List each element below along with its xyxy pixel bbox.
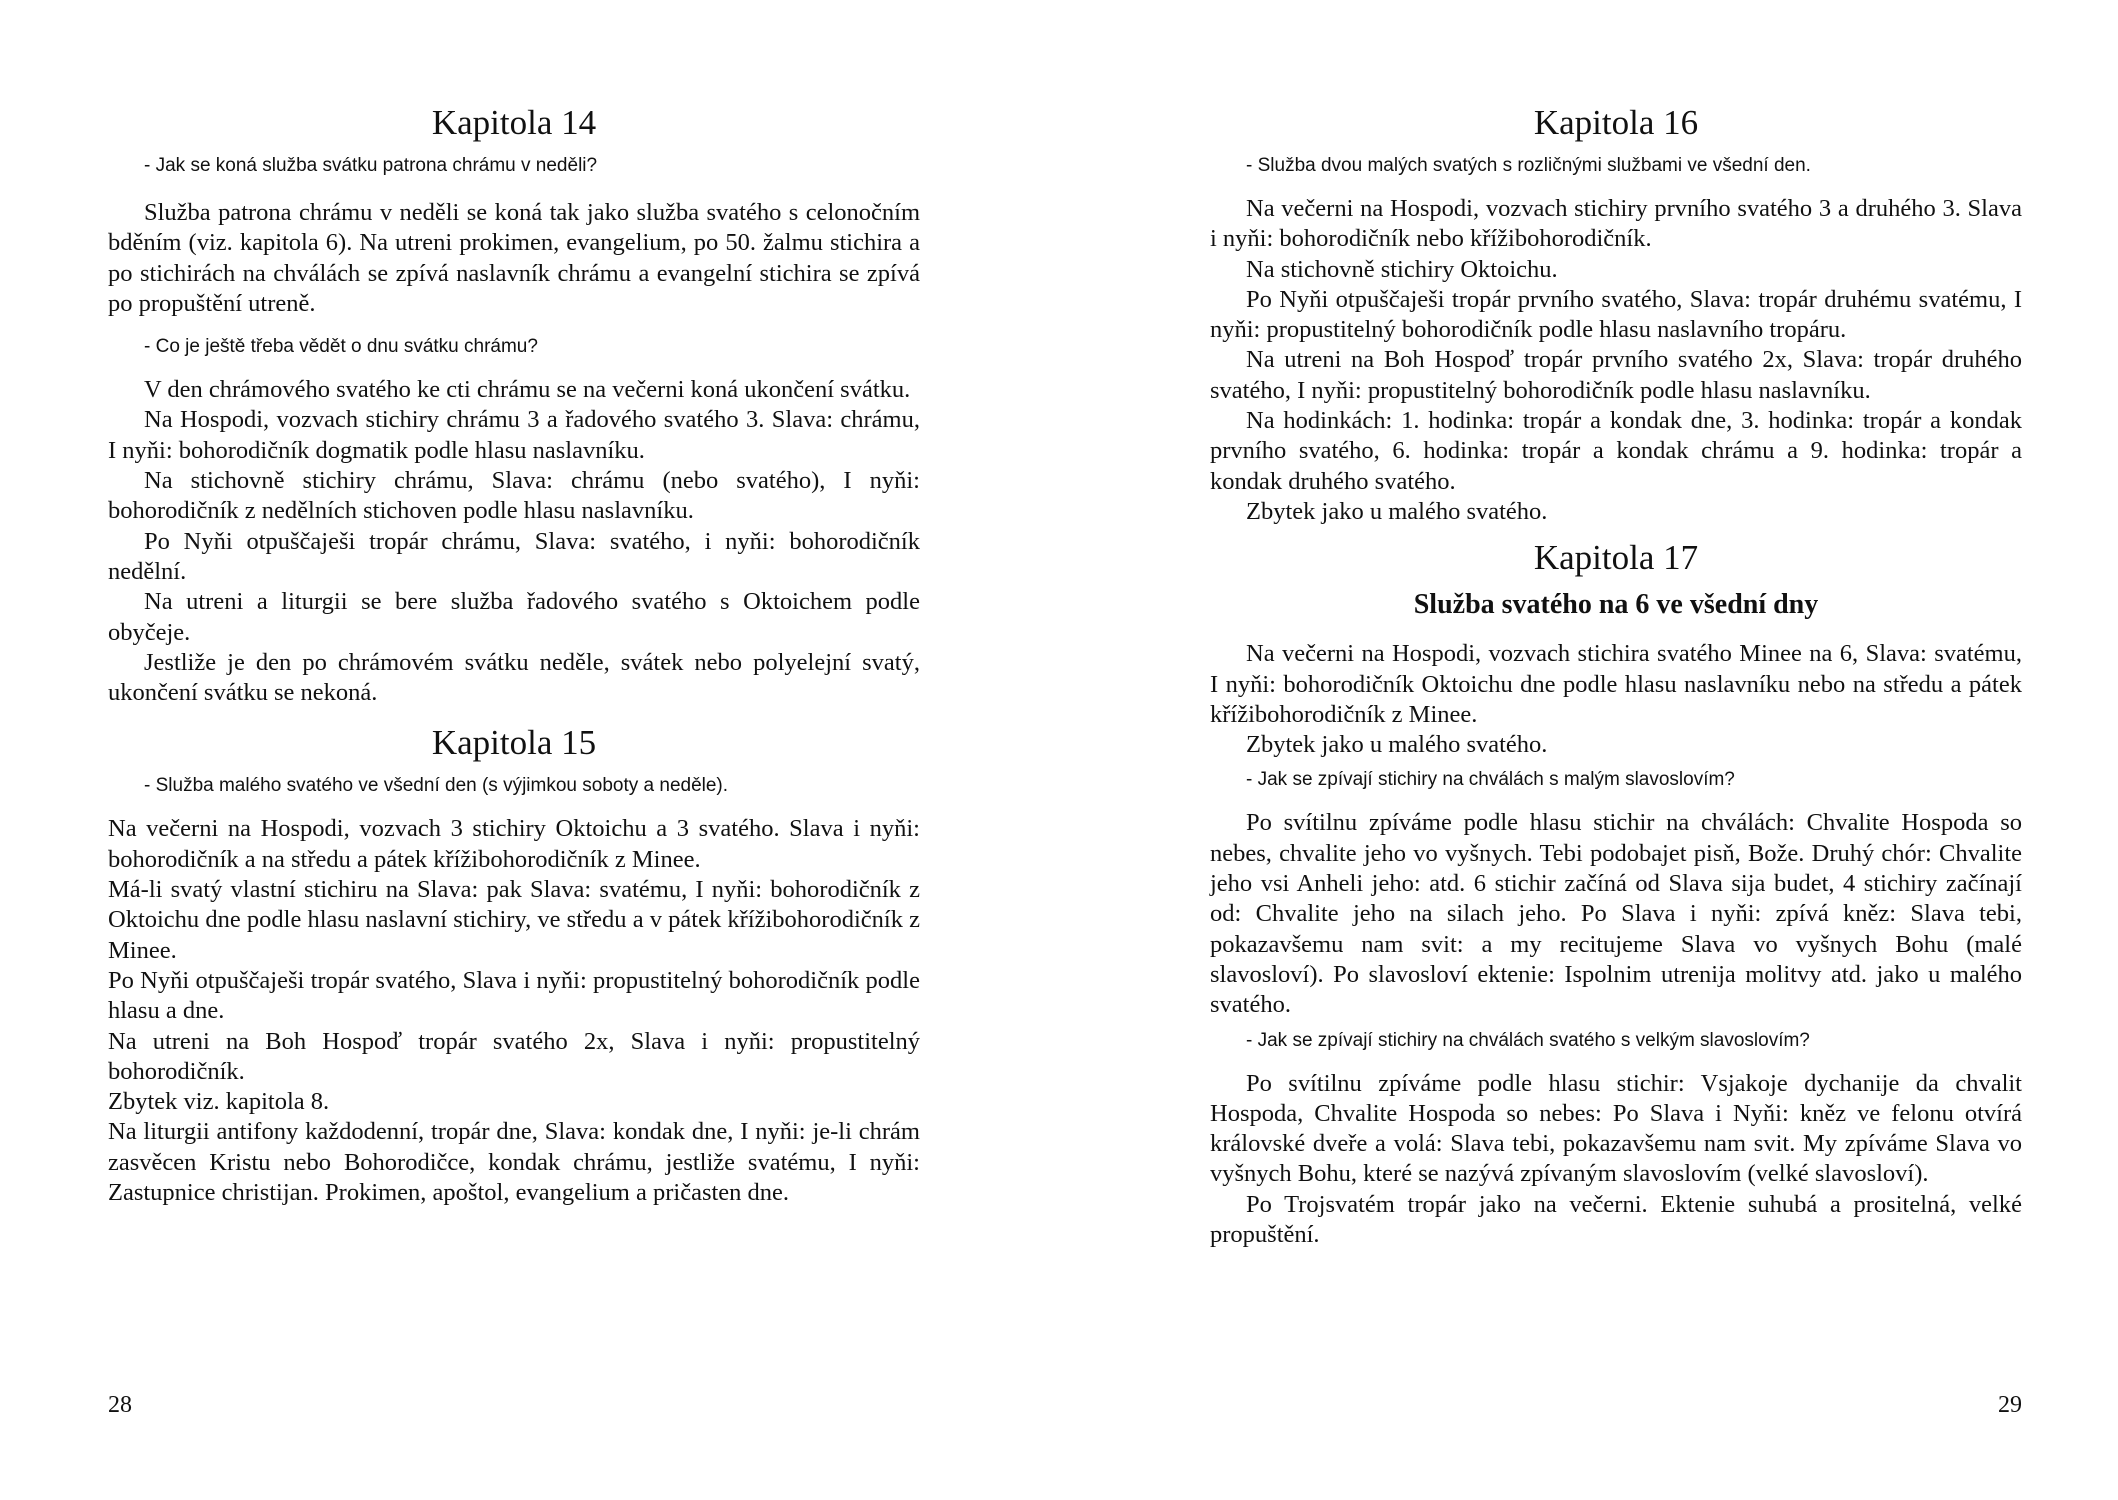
chapter-15-paragraph: Po Nyňi otpuščaješi tropár svatého, Slava i nyňi: propustitelný bohorodičník podle hlasu a dne. [108,966,920,1025]
left-page [108,0,920,1500]
chapter-16-question-1: - Služba dvou malých svatých s rozličnými službami ve všední den. [1246,155,1811,176]
chapter-16-paragraph: Na hodinkách: 1. hodinka: tropár a kondak dne, 3. hodinka: tropár a kondak prvního svatého, 6. hodinka: tropár a kondak chrámu a 9. hodinka: tropár a kondak druhého svatého. [1210,407,2022,495]
chapter-14-paragraph: Na Hospodi, vozvach stichiry chrámu 3 a řadového svatého 3. Slava: chrámu, I nyňi: bohorodičník dogmatik podle hlasu naslavníku. [108,406,920,464]
chapter-15-paragraph: Má-li svatý vlastní stichiru na Slava: pak Slava: svatému, I nyňi: bohorodičník z Oktoichu dne podle hlasu naslavní stichiry, ve středu a v pátek křížibohorodičník z Minee. [108,876,920,964]
chapter-14-question-2: - Co je ještě třeba vědět o dnu svátku chrámu? [144,336,538,358]
chapter-15-paragraph: Na utreni na Boh Hospoď tropár svatého 2x, Slava i nyňi: propustitelný bohorodičník. [108,1027,920,1085]
page-number-left: 28 [108,1392,132,1418]
chapter-15-paragraph: Na liturgii antifony každodenní, tropár dne, Slava: kondak dne, I nyňi: je-li chrám zasvěcen Kristu nebo Bohorodičce, kondak chrámu, jestliže svatému, I nyňi: Zastupnice christijan. Prokimen, apoštol, evangelium a pričasten dne. [108,1118,920,1207]
chapter-16-paragraph: Na utreni na Boh Hospoď tropár prvního svatého 2x, Slava: tropár druhého svatého, I nyňi: propustitelný bohorodičník podle hlasu naslavníku. [1210,346,2022,404]
chapter-16-paragraph: Na stichovně stichiry Oktoichu. [1246,255,1558,283]
chapter-14-paragraph: Na stichovně stichiry chrámu, Slava: chrámu (nebo svatého), I nyňi: bohorodičník z nedělních stichoven podle hlasu naslavníku. [108,467,920,525]
chapter-14-title: Kapitola 14 [431,103,597,142]
chapter-17-question-1: - Jak se zpívají stichiry na chválách s malým slavoslovím? [1246,769,1735,791]
chapter-14-paragraph: Po Nyňi otpuščaješi tropár chrámu, Slava: svatého, i nyňi: bohorodičník nedělní. [108,527,920,585]
chapter-14-question-1: - Jak se koná služba svátku patrona chrámu v neděli? [144,155,598,176]
chapter-17-paragraph: Na večerni na Hospodi, vozvach stichira svatého Minee na 6, Slava: svatému, I nyňi: bohorodičník Oktoichu dne podle hlasu naslavníku nebo na středu a pátek křížibohorodičník z Minee. [1210,640,2022,728]
page-number-right: 29 [1998,1392,2022,1418]
chapter-16-paragraph: Po Nyňi otpuščaješi tropár prvního svatého, Slava: tropár druhému svatému, I nyňi: propustitelný bohorodičník podle hlasu naslavního tropáru. [1210,285,2022,344]
chapter-14-paragraph: Na utreni a liturgii se bere služba řadového svatého s Oktoichem podle obyčeje. [108,588,920,646]
chapter-17-question-2: - Jak se zpívají stichiry na chválách svatého s velkým slavoslovím? [1246,1029,1810,1051]
chapter-16-title: Kapitola 16 [1533,103,1699,142]
chapter-15-question-1: - Služba malého svatého ve všední den (s výjimkou soboty a neděle). [144,775,729,797]
chapter-17-paragraph: Zbytek jako u malého svatého. [1246,731,1548,759]
chapter-17-title: Kapitola 17 [1533,538,1699,578]
chapter-14-paragraph: V den chrámového svatého ke cti chrámu se na večerni koná ukončení svátku. [144,376,911,404]
chapter-17-paragraph: Po Trojsvatém tropár jako na večerni. Ektenie suhubá a prositelná, velké propuštění. [1210,1190,2022,1249]
chapter-17-paragraph: Po svítilnu zpíváme podle hlasu stichir: Vsjakoje dychanije da chvalit Hospoda, Chvalite Hospoda so nebes: Po Slava i Nyňi: kněz ve felonu otvírá královské dveře a volá: Slava tebi, pokazavšemu nam svit. My zpíváme Slava vo vyšnych Bohu, které se nazývá zpívaným slavoslovím (velké slavosloví). [1210,1069,2022,1188]
chapter-16-paragraph: Zbytek jako u malého svatého. [1246,497,1548,525]
chapter-17-paragraph: Po svítilnu zpíváme podle hlasu stichir na chválách: Chvalite Hospoda so nebes, chvalite jeho vo vyšnych. Tebi podobajet pisň, Bože. Druhý chór: Chvalite jeho vsi Anheli jeho: atd. 6 stichir začíná od Slava sija budet, 4 stichiry začínají od: Chvalite jeho na silach jeho. Po Slava i nyňi: zpívá kněz: Slava tebi, pokazavšemu nam svit: a my recitujeme Slava vo vyšnych Bohu (malé slavosloví). Po slavosloví ektenie: Ispolnim utrenija molitvy atd. jako u malého svatého. [1210,809,2022,1019]
right-page [1210,0,2022,1500]
chapter-15-paragraph: Na večerni na Hospodi, vozvach 3 stichiry Oktoichu a 3 svatého. Slava i nyňi: bohorodičník a na středu a pátek křížibohorodičník z Minee. [108,815,920,873]
chapter-14-paragraph: Služba patrona chrámu v neděli se koná tak jako služba svatého s celonočním bděním (viz. kapitola 6). Na utreni prokimen, evangelium, po 50. žalmu stichira a po stichirách na chválách se zpívá naslavník chrámu a evangelní stichira se zpívá po propuštění utreně. [108,199,920,317]
chapter-14-paragraph: Jestliže je den po chrámovém svátku neděle, svátek nebo polyelejní svatý, ukončení svátku se nekoná. [108,648,920,707]
chapter-16-paragraph: Na večerni na Hospodi, vozvach stichiry prvního svatého 3 a druhého 3. Slava i nyňi: bohorodičník nebo křížibohorodičník. [1210,195,2022,253]
chapter-17-subtitle: Služba svatého na 6 ve všední dny [1413,589,1819,621]
chapter-15-paragraph: Zbytek viz. kapitola 8. [108,1088,330,1116]
chapter-15-title: Kapitola 15 [431,723,597,763]
